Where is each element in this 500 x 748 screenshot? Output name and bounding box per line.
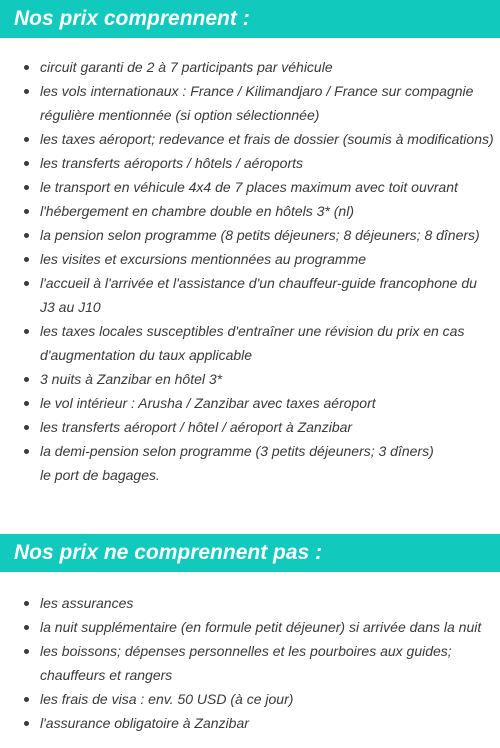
list-item — [0, 591, 500, 615]
list-item-text: 3 nuits à Zanzibar en hôtel 3* — [40, 371, 223, 387]
excluded-header — [0, 534, 500, 572]
bullet-icon — [24, 185, 29, 190]
list-item-text: le port de bagages. — [40, 467, 160, 483]
bullet-icon — [24, 257, 29, 262]
list-item-text: circuit garanti de 2 à 7 participants par véhicule — [40, 59, 333, 75]
list-item-text: les vols internationaux : France / Kilimandjaro / France sur compagnie régulière mentionnée (si option sélectionnée) — [40, 83, 474, 123]
list-item — [0, 711, 500, 735]
bullet-icon — [24, 649, 29, 654]
list-item — [0, 319, 500, 367]
bullet-icon — [24, 89, 29, 94]
included-list — [0, 55, 500, 487]
list-item-text: le transport en véhicule 4x4 de 7 places maximum avec toit ouvrant — [40, 179, 458, 195]
bullet-icon — [24, 697, 29, 702]
included-header — [0, 0, 500, 38]
bullet-icon — [24, 137, 29, 142]
bullet-icon — [24, 233, 29, 238]
bullet-icon — [24, 401, 29, 406]
list-item — [0, 127, 500, 151]
list-item-text: la pension selon programme (8 petits déjeuners; 8 déjeuners; 8 dîners) — [40, 227, 480, 243]
excluded-section — [0, 534, 500, 735]
bullet-icon — [24, 377, 29, 382]
list-item — [0, 55, 500, 79]
bullet-icon — [24, 161, 29, 166]
list-item — [0, 367, 500, 391]
bullet-icon — [24, 625, 29, 630]
list-item — [0, 79, 500, 127]
bullet-icon — [24, 449, 29, 454]
list-item — [0, 175, 500, 199]
list-item — [0, 639, 500, 687]
excluded-title: Nos prix ne comprennent pas : — [14, 541, 323, 564]
list-item — [0, 687, 500, 711]
bullet-icon — [24, 601, 29, 606]
list-item-text: les transferts aéroports / hôtels / aéroports — [40, 155, 304, 171]
list-item-text: le vol intérieur : Arusha / Zanzibar avec taxes aéroport — [40, 395, 376, 411]
bullet-icon — [24, 329, 29, 334]
excluded-list — [0, 591, 500, 735]
list-item — [0, 199, 500, 223]
list-item — [0, 247, 500, 271]
list-item — [0, 439, 500, 463]
bullet-icon — [24, 65, 29, 70]
list-item — [0, 271, 500, 319]
list-item-text: les assurances — [40, 595, 134, 611]
list-item — [0, 223, 500, 247]
list-item-text: l'hébergement en chambre double en hôtels 3* (nl) — [40, 203, 354, 219]
list-item-text: l'accueil à l'arrivée et l'assistance d'un chauffeur-guide francophone du J3 au J10 — [40, 275, 477, 315]
list-item — [0, 151, 500, 175]
included-title: Nos prix comprennent : — [14, 7, 250, 30]
list-item-text: les taxes aéroport; redevance et frais de dossier (soumis à modifications) — [40, 131, 494, 147]
bullet-icon — [24, 209, 29, 214]
list-item-text: les taxes locales susceptibles d'entraîner une révision du prix en cas d'augmentation du taux applicable — [40, 323, 465, 363]
list-item-text: la nuit supplémentaire (en formule petit déjeuner) si arrivée dans la nuit — [40, 619, 482, 635]
list-item-text: la demi-pension selon programme (3 petits déjeuners; 3 dîners) — [40, 443, 434, 459]
list-item — [0, 415, 500, 439]
list-item-text: les frais de visa : env. 50 USD (à ce jour) — [40, 691, 294, 707]
list-item — [0, 615, 500, 639]
bullet-icon — [24, 281, 29, 286]
bullet-icon — [24, 425, 29, 430]
list-item — [0, 463, 500, 487]
list-item-text: les boissons; dépenses personnelles et les pourboires aux guides; chauffeurs et rangers — [40, 643, 452, 683]
list-item-text: l'assurance obligatoire à Zanzibar — [40, 715, 249, 731]
bullet-icon — [24, 721, 29, 726]
list-item — [0, 391, 500, 415]
list-item-text: les transferts aéroport / hôtel / aéroport à Zanzibar — [40, 419, 353, 435]
list-item-text: les visites et excursions mentionnées au programme — [40, 251, 367, 267]
